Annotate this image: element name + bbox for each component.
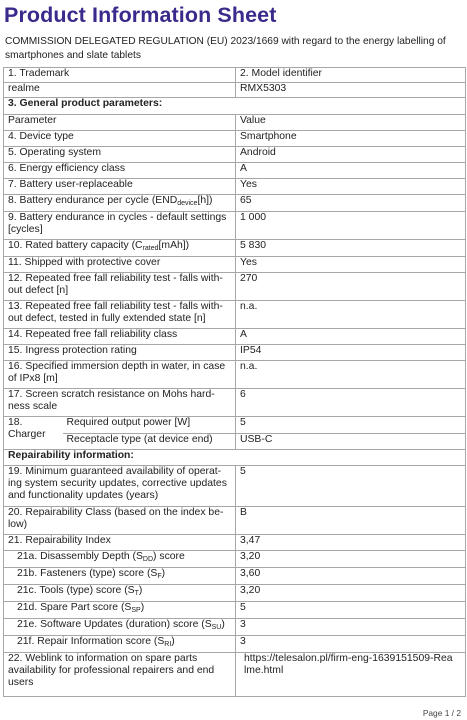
product-info-table: [3, 67, 466, 697]
charger-receptacle-value: USB-C: [236, 434, 466, 450]
protective-cover-label: 11. Shipped with protective cover: [4, 257, 236, 273]
energy-class-value: A: [236, 163, 466, 179]
repairability-index-label: 21. Repairability Index: [4, 535, 236, 551]
endurance-per-cycle-value: 65: [236, 195, 466, 212]
spare-parts-weblink-label: 22. Weblink to information on spare parts availability for professional repairers and end users: [4, 653, 236, 697]
model-identifier-label: 2. Model identifier: [236, 68, 466, 83]
protective-cover-value: Yes: [236, 257, 466, 273]
scratch-resistance-value: 6: [236, 389, 466, 417]
tools-score-value: 3,20: [236, 585, 466, 602]
device-type-value: Smartphone: [236, 131, 466, 147]
scratch-resistance-label: 17. Screen scratch resistance on Mohs hard-ness scale: [4, 389, 236, 417]
fall-class-label: 14. Repeated free fall reliability class: [4, 329, 236, 345]
software-updates-score-value: 3: [236, 619, 466, 636]
software-updates-score-label: 21e. Software Updates (duration) score (SSU): [4, 619, 236, 636]
rated-capacity-value: 5 830: [236, 240, 466, 257]
battery-replaceable-value: Yes: [236, 179, 466, 195]
immersion-depth-value: n.a.: [236, 361, 466, 389]
repair-information-score-value: 3: [236, 636, 466, 653]
charger-power-label: Required output power [W]: [63, 417, 236, 434]
endurance-cycles-label: 9. Battery endurance in cycles - default settings [cycles]: [4, 212, 236, 240]
fasteners-score-value: 3,60: [236, 568, 466, 585]
repair-information-score-label: 21f. Repair Information score (SRI): [4, 636, 236, 653]
repairability-class-label: 20. Repairability Class (based on the index be-low): [4, 507, 236, 535]
rated-capacity-label: 10. Rated battery capacity (Crated[mAh]): [4, 240, 236, 257]
security-updates-label: 19. Minimum guaranteed availability of operat-ing system security updates, corrective updates and functionality updates (years): [4, 466, 236, 507]
tools-score-label: 21c. Tools (type) score (ST): [4, 585, 236, 602]
disassembly-depth-value: 3,20: [236, 551, 466, 568]
model-identifier-value: RMX5303: [236, 83, 466, 98]
battery-replaceable-label: 7. Battery user-replaceable: [4, 179, 236, 195]
spare-part-score-value: 5: [236, 602, 466, 619]
ip-rating-label: 15. Ingress protection rating: [4, 345, 236, 361]
page-number: Page 1 / 2: [422, 708, 461, 718]
operating-system-label: 5. Operating system: [4, 147, 236, 163]
disassembly-depth-label: 21a. Disassembly Depth (SDD) score: [4, 551, 236, 568]
fall-test-value: 270: [236, 273, 466, 301]
device-type-label: 4. Device type: [4, 131, 236, 147]
trademark-value: realme: [4, 83, 236, 98]
energy-class-label: 6. Energy efficiency class: [4, 163, 236, 179]
repairability-heading: Repairability information:: [4, 450, 466, 466]
repairability-class-value: B: [236, 507, 466, 535]
trademark-label: 1. Trademark: [4, 68, 236, 83]
parameter-column-header: Parameter: [4, 115, 236, 131]
immersion-depth-label: 16. Specified immersion depth in water, in case of IPx8 [m]: [4, 361, 236, 389]
fall-test-label: 12. Repeated free fall reliability test - falls with-out defect [n]: [4, 273, 236, 301]
spare-parts-weblink-value[interactable]: https://telesalon.pl/firm-eng-1639151509-Rea lme.html: [236, 653, 466, 697]
regulation-subtitle: COMMISSION DELEGATED REGULATION (EU) 2023/1669 with regard to the energy labelling of smartphones and slate tablets: [5, 36, 446, 61]
operating-system-value: Android: [236, 147, 466, 163]
ip-rating-value: IP54: [236, 345, 466, 361]
charger-receptacle-label: Receptacle type (at device end): [63, 434, 236, 450]
general-parameters-heading: 3. General product parameters:: [4, 98, 466, 115]
charger-label: 18. Charger: [4, 417, 63, 450]
fasteners-score-label: 21b. Fasteners (type) score (SF): [4, 568, 236, 585]
endurance-cycles-value: 1 000: [236, 212, 466, 240]
fall-test-extended-value: n.a.: [236, 301, 466, 329]
charger-power-value: 5: [236, 417, 466, 434]
endurance-per-cycle-label: 8. Battery endurance per cycle (ENDdevice[h]): [4, 195, 236, 212]
fall-class-value: A: [236, 329, 466, 345]
security-updates-value: 5: [236, 466, 466, 507]
spare-part-score-label: 21d. Spare Part score (SSP): [4, 602, 236, 619]
value-column-header: Value: [236, 115, 466, 131]
page-title: Product Information Sheet: [4, 3, 277, 27]
repairability-index-value: 3,47: [236, 535, 466, 551]
fall-test-extended-label: 13. Repeated free fall reliability test - falls with-out defect, tested in fully extended state [n]: [4, 301, 236, 329]
